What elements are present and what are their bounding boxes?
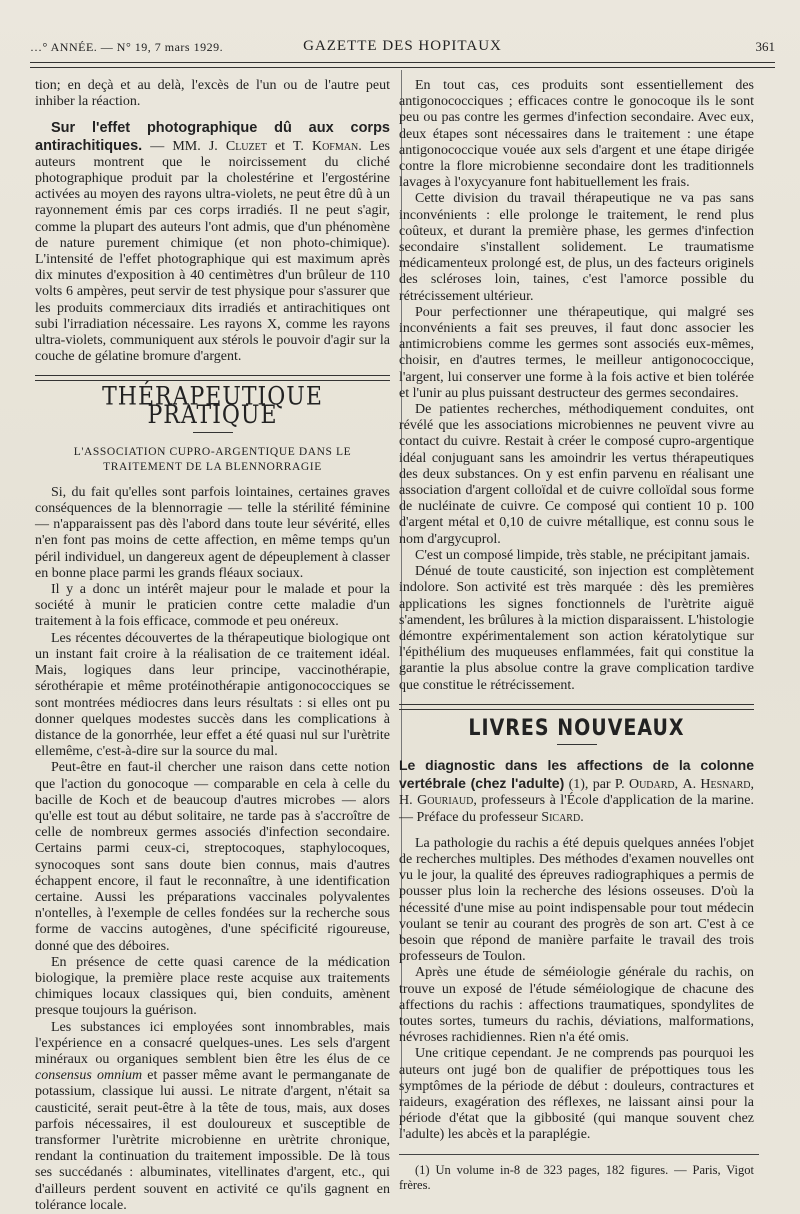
paragraph: Dénué de toute causticité, son injection est complètement indolore. Son activité est très marquée : dès les premières applications les signes fonctionnels de l'urètrite aiguë s'amendent, les brûlures à la miction disparaissent. L'histologie démontre expérimentalement son action kératolytique sur l'épithélium des muqueuses enflammées, fait qui constitue la garantie la plus absolue contre la grave complication tardive que constitue le rétrécissement. [399, 564, 754, 693]
book-author: Oudard [628, 777, 675, 793]
footnote-rule [399, 1154, 759, 1155]
authors-and: et T. [266, 138, 312, 154]
paragraph: Cette division du travail thérapeutique ne va pas sans inconvénients : elle prolonge le traitement, le rend plus coûteux, et durant la première phase, les germes d'infection secondaire s'installent solidement. Le traumatisme médicamenteux prolongé est, de plus, un des facteurs originels des scléroses loin, taines, c'est l'amorce possible du rétrécissement ultérieur. [399, 191, 754, 304]
paragraph: En présence de cette quasi carence de la médication biologique, la première place reste acquise aux traitements chimiques locaux classiques qui, bien conduits, amènent presque toujours la guérison. [35, 954, 390, 1019]
book-author: H. Gouriaud [399, 793, 474, 809]
paragraph: En tout cas, ces produits sont essentiellement des antigonococciques ; efficaces contre le gonocoque ils le sont peu ou pas contre les germes d'infection secondaire. Avec eux, deux étapes sont nécessaires dans le traitement : une étape antigonococcique vouée aux sels d'argent et une étape dirigée contre la flore microbienne secondaire dont les traditionnels lavages à l'oxycyanure font habituellement les frais. [399, 78, 754, 191]
book-preface-author: Sicard [541, 809, 581, 825]
paragraph: Après une étude de séméiologie générale du rachis, on trouve un exposé de l'étude séméiologique de chacune des affections du rachis : affections traumatiques, spondylites de toutes sortes, tumeurs du rachis, déviations, malformations, névroses rachidiennes. Rien n'a été omis. [399, 965, 754, 1046]
book-author: A. Hesnard [682, 777, 751, 793]
section-rule-livres [399, 704, 754, 710]
photo-effect-text: . Les auteurs montrent que le noircissement du cliché photographique produit par la cholestérine et l'ergostérine activées au moyen des rayons ultra-violets, ne peut être dû à un rayonnement émis par ces corps irradiés. Il ne peut s'agir, comme la plupart des auteurs l'ont admis, que d'un phénomène de nature purement chimique (et non photo-chimique). L'intensité de l'effet photographique qui est maximum après dix minutes d'exposition à 40 centimètres d'un brûleur de 110 volts 6 ampères, peut servir de test physique pour s'assurer que les produits commerciaux dits irradiés et antirachitiques ont subi l'irradiation nécessaire. Les rayons X, comme les rayons ultra-violets, communiquent aux stérols le pouvoir d'agir sur la couche de gélatine bromure d'argent. [35, 138, 390, 365]
author-cluzet: Cluzet [225, 138, 267, 154]
running-header [30, 36, 775, 58]
photo-effect-paragraph [35, 120, 390, 365]
right-column [399, 78, 754, 1193]
paragraph: Pour perfectionner une thérapeutique, qui malgré ses inconvénients a fait ses preuves, il faut donc associer les antimicrobiens comme les germes sont associés eux-mêmes, choisir, en d'autres termes, le meilleur antigonococcique, l'argent, lui conserver une forme à la fois active et bien tolérée et l'unir au plus puissant destructeur des germes secondaires. [399, 304, 754, 401]
section-title-livres: LIVRES NOUVEAUX [468, 715, 685, 741]
journal-title: GAZETTE DES HOPITAUX [303, 38, 502, 54]
article-subtitle: L'ASSOCIATION CUPRO-ARGENTIQUE DANS LE TRAITEMENT DE LA BLENNORRAGIE [73, 445, 352, 473]
section-rule-therapeutique [35, 375, 390, 381]
paragraph: Peut-être en faut-il chercher une raison dans cette notion que l'action du gonocoque — comparable en cela à celle du bacille de Koch et de beaucoup d'autres microbes — alors qu'elle est tout au début solitaire, ne tarde pas à s'accroître de celle de nombreux germes associés d'infection secondaire. Certains parmi ceux-ci, streptocoques, staphylocoques, synocoques sont sans doute bien connus, mais d'autres échappent encore, il faut le reconnaître, à une identification certaine. Aussi les préparations vaccinales polyvalentes n'ontelles, à l'exemple de celles fondées sur la recherche sous forme de vaccins autogènes, d'une spécificité rigoureuse, donné que des déboires. [35, 760, 390, 954]
photo-effect-title: Sur l'effet photographique dû aux corps antirachitiques. [35, 120, 390, 154]
footnote: (1) Un volume in-8 de 323 pages, 182 figures. — Paris, Vigot frères. [399, 1162, 754, 1192]
paragraph: Les récentes découvertes de la thérapeutique biologique ont un instant fait croire à la réalisation de ce traitement idéal. Mais, logiques dans leur principe, vaccinothérapie, sérothérapie et même protéinothérapie antigonococciques se sont montrées médiocres dans leurs résultats : si elles ont pu donner quelques modestes succès dans les complications à distance de la gonorrhée, leur effet a été quasi nul sur l'urètrite ellemême, c'est-à-dire sur la source du mal. [35, 630, 390, 760]
paragraph [35, 1020, 390, 1214]
book-ref: (1), par P. [564, 777, 629, 793]
left-column [35, 78, 390, 1214]
short-rule [193, 432, 233, 433]
paragraph: Il y a donc un intérêt majeur pour le malade et pour la société à munir le praticien contre cette maladie d'un traitement à la fois efficace, commode et peu onéreux. [35, 582, 390, 630]
paragraph: C'est un composé limpide, très stable, ne précipitant jamais. [415, 547, 750, 563]
section-title-therapeutique: THÉRAPEUTIQUE PRATIQUE [102, 383, 323, 431]
book-title: Le diagnostic dans les affections de la colonne vertébrale (chez l'adulte) [399, 756, 754, 792]
author-kofman: Kofman [311, 138, 359, 154]
paragraph-part: et passer même avant le permanganate de potassium, classique lui aussi. Le nitrate d'argent, n'était sa causticité, serait peut-être à la tête de tous, mais, aux doses parfois nécessaires, il est douloureux et susceptible de transformer l'urètrite microbienne en urètrite chronique, rendant la continuation du traitement impossible. De là tous ses succédanés : albuminates, vitellinates d'argent, etc., qui d'ailleurs perdent souvent en activité ce qu'ils gagnent en tolérance locale. [35, 1068, 390, 1213]
authors-prefix: — MM. J. [150, 138, 226, 154]
book-details: , professeurs à l'École d'application de la marine. — Préface du professeur [399, 793, 754, 825]
header-rule [30, 62, 775, 68]
short-rule [557, 744, 597, 745]
paragraph-part: Les substances ici employées sont innombrables, mais l'expérience en a consacré quelques-unes. Les sels d'argent minéraux ou organiques semblent bien être les élus de ce [35, 1019, 390, 1067]
paragraph: De patientes recherches, méthodiquement conduites, ont révélé que les associations microbiennes ne peuvent vivre au contact du cuivre. Restait à créer le composé cupro-argentique idéal conjuguant sans les amoindrir les vertus thérapeutiques des deux substances. On y est enfin parvenu en réalisant une association d'argent colloïdal et de cuivre colloïdal sous forme de nucléinate de cuivre. Ce composé qui contient 10 p. 100 d'argent métal et 0,10 de cuivre métallique, est connu sous le nom d'argycuprol. [399, 402, 754, 547]
issue-info: …° ANNÉE. — N° 19, 7 mars 1929. [30, 40, 224, 54]
paragraph: La pathologie du rachis a été depuis quelques années l'objet de recherches multiples. Des méthodes d'examen nouvelles ont vu le jour, la qualité des épreuves radiographiques a permis de pousser plus loin la recherche des lésions osseuses. D'où la nécessité d'une mise au point indispensable pour tout médecin voulant se tenir au courant des progrès de son art. C'est à ce besoin que répond de manière parfaite le travail des trois professeurs de Toulon. [399, 835, 754, 965]
latin-phrase: consensus omnium [35, 1068, 143, 1084]
paragraph: Une critique cependant. Je ne comprends pas pourquoi les auteurs ont jugé bon de qualifier de prépottiques tous les symptômes de la période de début : douleurs, contractures et raideurs, exagération des réflexes, ne laissant ainsi pour la période d'état que la gibbosité (qui manque souvent chez l'adulte) les abcès et la paraplégie. [399, 1046, 754, 1143]
page-number: 361 [755, 39, 775, 54]
book-entry: Le diagnostic dans les affections de la colonne vertébrale (chez l'adulte) (1), par P. Oudard, A. Hesnard, H. Gouriaud, professeurs à l'École d'application de la marine. — Préface du professeur Sicard. [399, 756, 755, 825]
paragraph: Si, du fait qu'elles sont parfois lointaines, certaines graves conséquences de la blennorragie — telle la stérilité féminine — n'apparaissent pas dès l'abord dans toute leur sévérité, elles n'en font pas moins de cette affection, en même temps qu'un péril individuel, un dangereux agent de dépeuplement à classer en bonne place parmi les grands fléaux sociaux. [35, 484, 390, 581]
intro-paragraph: tion; en deçà et au delà, l'excès de l'un ou de l'autre peut inhiber la réaction. [35, 78, 390, 110]
